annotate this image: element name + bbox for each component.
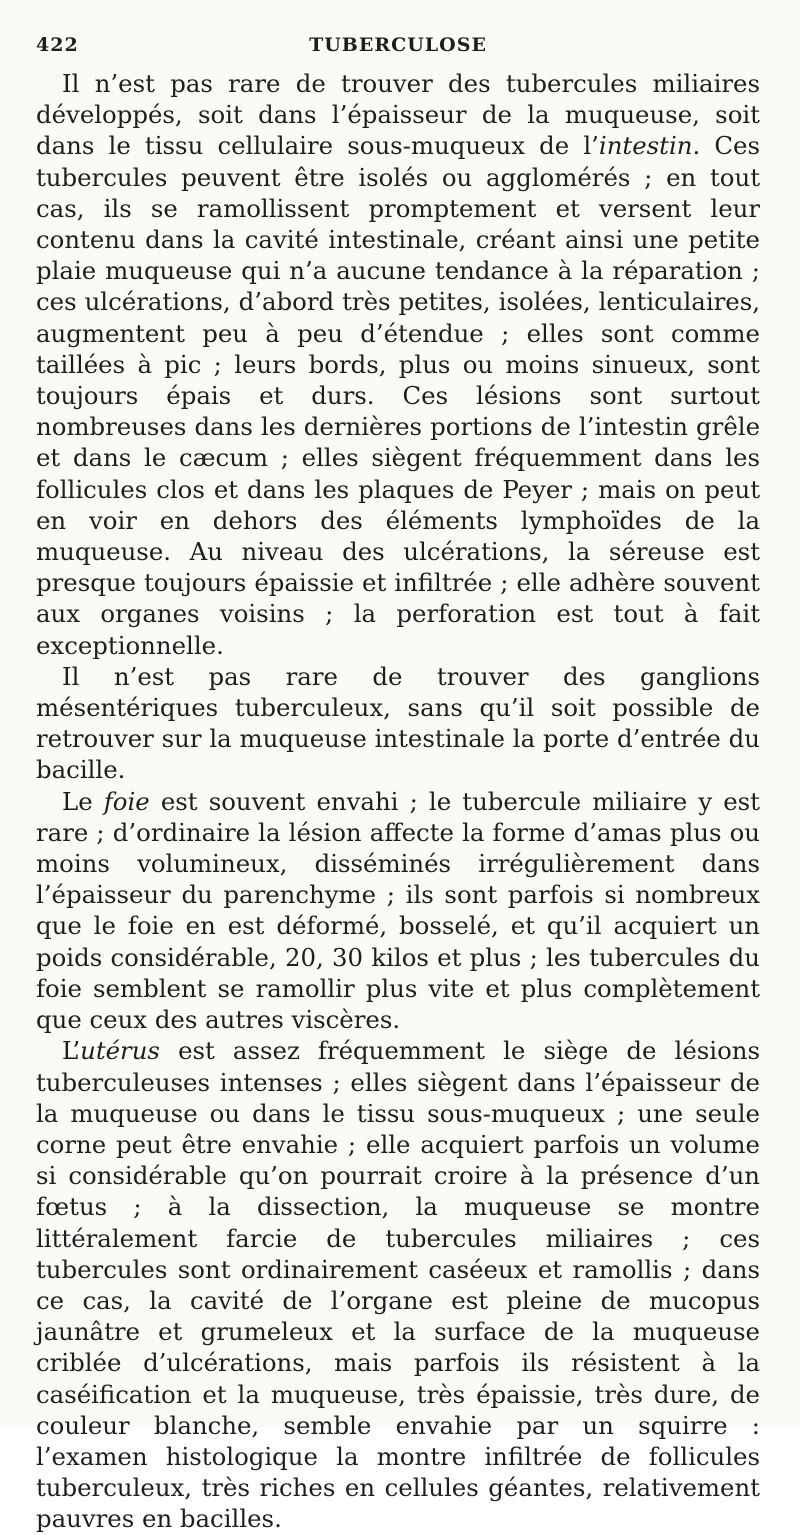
italic-term-intestin: intestin bbox=[598, 131, 693, 161]
italic-term-uterus: utérus bbox=[80, 1036, 160, 1066]
paragraph-text: . Ces tubercules peuvent être isolés ou agglomérés ; en tout cas, ils se ramollissent promptement et versent leur contenu dans la cavité intestinale, créant ainsi une petite plaie muqueuse qui n’a aucune tendance à la réparation ; ces ulcérations, d’abord très petites, isolées, lenticulaires, augmentent peu à peu d’étendue ; elles sont comme taillées à pic ; leurs bords, plus ou moins sinueux, sont toujours épais et durs. Ces lésions sont surtout nombreuses dans les dernières portions de l’intestin grêle et dans le cæcum ; elles siègent fréquemment dans les follicules clos et dans les plaques de Peyer ; mais on peut en voir en dehors des éléments lymphoïdes de la muqueuse. Au niveau des ulcérations, la séreuse est presque toujours épaissie et infiltrée ; elle adhère souvent aux organes voisins ; la perforation est tout à fait exceptionnelle. bbox=[36, 131, 760, 660]
paragraph-text: Il n’est pas rare de trouver des ganglions mésentériques tuberculeux, sans qu’il soit possible de retrouver sur la muqueuse intestinale la porte d’entrée du bacille. bbox=[36, 661, 760, 785]
paragraph-text: Le bbox=[62, 786, 104, 816]
paragraph-text: L’ bbox=[62, 1036, 81, 1066]
running-head bbox=[36, 34, 760, 58]
page-number: 422 bbox=[36, 34, 79, 56]
paragraph-text: est assez fréquemment le siège de lésions tuberculeuses intenses ; elles siègent dans l’épaisseur de la muqueuse ou dans le tissu sous-muqueux ; une seule corne peut être envahie ; elle acquiert parfois un volume si considérable qu’on pourrait croire à la présence d’un fœtus ; à la dissection, la muqueuse se montre littéralement farcie de tubercules miliaires ; ces tubercules sont ordinairement caséeux et ramollis ; dans ce cas, la cavité de l’organe est pleine de mucopus jaunâtre et grumeleux et la surface de la muqueuse criblée d’ulcérations, mais parfois ils résistent à la caséification et la muqueuse, très épaissie, très dure, de couleur blanche, semble envahie par un squirre : l’examen histologique la montre infiltrée de follicules tuberculeux, très riches en cellules géantes, relativement pauvres en bacilles. bbox=[36, 1036, 760, 1534]
paragraph-intestin bbox=[36, 68, 760, 661]
italic-term-foie: foie bbox=[103, 786, 150, 816]
body-text bbox=[36, 68, 760, 1535]
paragraph-text: Il n’est pas rare de trouver des tubercules miliaires développés, soit dans l’épaisseur de la muqueuse, soit dans le tissu cellulaire sous-muqueux de l’ bbox=[36, 69, 760, 161]
paragraph-foie bbox=[36, 786, 760, 1036]
paragraph-ganglions bbox=[36, 661, 760, 786]
paragraph-uterus bbox=[36, 1035, 760, 1534]
running-title: TUBERCULOSE bbox=[309, 34, 487, 56]
paragraph-text: est souvent envahi ; le tubercule miliaire y est rare ; d’ordinaire la lésion affecte la forme d’amas plus ou moins volumineux, disséminés irrégulièrement dans l’épaisseur du parenchyme ; ils sont parfois si nombreux que le foie en est déformé, bosselé, et qu’il acquiert un poids considérable, 20, 30 kilos et plus ; les tubercules du foie semblent se ramollir plus vite et plus complètement que ceux des autres viscères. bbox=[36, 786, 760, 1035]
